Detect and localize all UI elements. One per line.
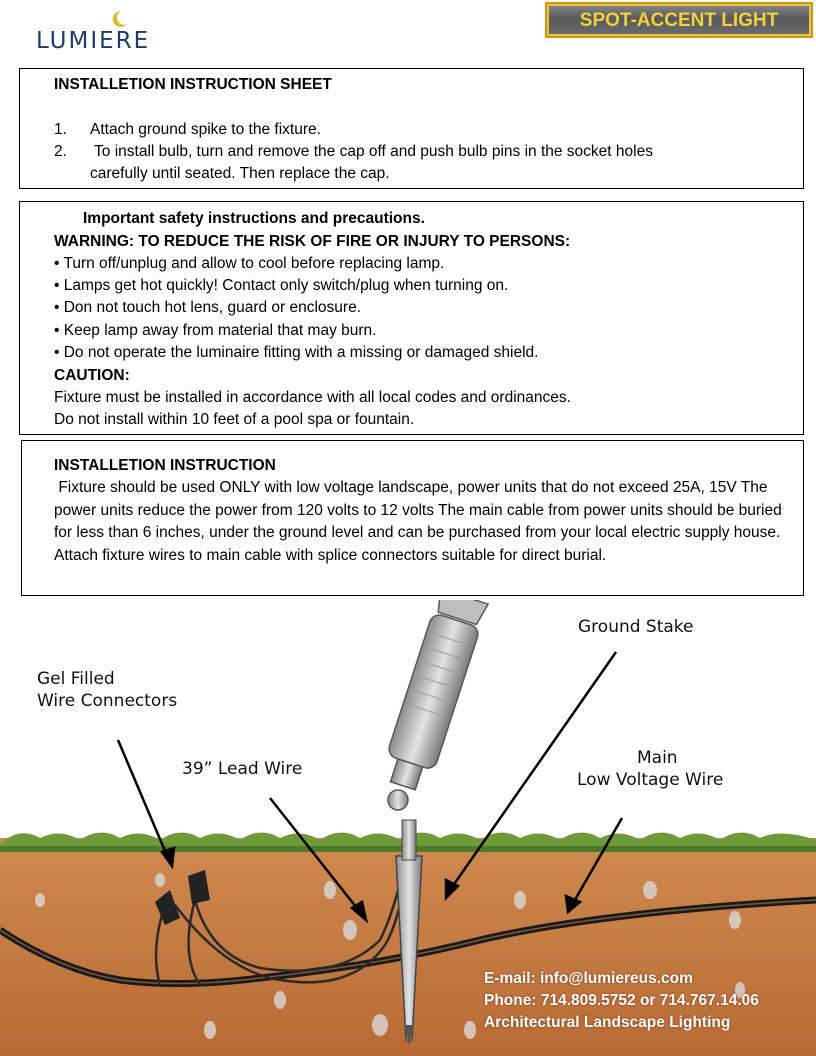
label-gel-filled: Gel Filled: [37, 669, 115, 689]
label-lead-wire: 39” Lead Wire: [182, 759, 303, 779]
label-ground-stake: Ground Stake: [578, 617, 694, 637]
label-low-voltage-wire: Low Voltage Wire: [577, 770, 724, 790]
spotlight-fixture: [379, 600, 488, 793]
step-text: To install bulb, turn and remove the cap off and push bulb pins in the socket holes: [90, 143, 653, 160]
brand-logo: [36, 10, 176, 56]
brand-name: LUMIERE: [36, 28, 151, 54]
step-number: 1.: [54, 121, 67, 138]
safety-bullet: • Lamps get hot quickly! Contact only switch/plug when turning on.: [54, 277, 509, 294]
contact-email: E-mail: info@lumiereus.com: [484, 970, 693, 987]
sheet-heading: INSTALLETION INSTRUCTION SHEET: [54, 76, 332, 93]
step-text-cont: carefully until seated. Then replace the cap.: [90, 165, 390, 182]
safety-bullet: • Do not operate the luminaire fitting with a missing or damaged shield.: [54, 344, 539, 361]
step-number: 2.: [54, 143, 67, 160]
product-badge: SPOT-ACCENT LIGHT: [545, 2, 813, 38]
label-wire-connectors: Wire Connectors: [37, 691, 178, 711]
installation-sheet-box: [19, 68, 804, 189]
caution-heading: CAUTION:: [54, 367, 130, 384]
safety-bullet: • Turn off/unplug and allow to cool before replacing lamp.: [54, 255, 445, 272]
contact-tagline: Architectural Landscape Lighting: [484, 1014, 731, 1031]
safety-bullet: • Keep lamp away from material that may burn.: [54, 322, 377, 339]
contact-block: [484, 968, 759, 1034]
caution-line: Fixture must be installed in accordance with all local codes and ordinances.: [54, 389, 571, 406]
caution-line: Do not install within 10 feet of a pool spa or fountain.: [54, 411, 415, 428]
instruction-body: Fixture should be used ONLY with low voltage landscape, power units that do not exceed 25A, 15V The power units reduce the power from 120 volts to 12 volts The main cable from power units should be buried for less than 6 inches, under the ground level and can be purchased from your local electric supply house. Attach fixture wires to main cable with splice connectors suitable for direct burial.: [54, 479, 787, 564]
step-text: Attach ground spike to the fixture.: [90, 121, 321, 138]
safety-box: [19, 201, 804, 435]
installation-instruction-box: [21, 440, 804, 596]
safety-bullet: • Don not touch hot lens, guard or enclosure.: [54, 299, 362, 316]
label-main: Main: [637, 748, 678, 768]
moon-icon: [112, 10, 128, 28]
instruction-heading: INSTALLETION INSTRUCTION: [54, 457, 276, 474]
contact-phone: Phone: 714.809.5752 or 714.767.14.06: [484, 992, 759, 1009]
warning-heading: WARNING: TO REDUCE THE RISK OF FIRE OR INJURY TO PERSONS:: [54, 233, 571, 250]
safety-heading: Important safety instructions and precautions.: [83, 210, 425, 227]
